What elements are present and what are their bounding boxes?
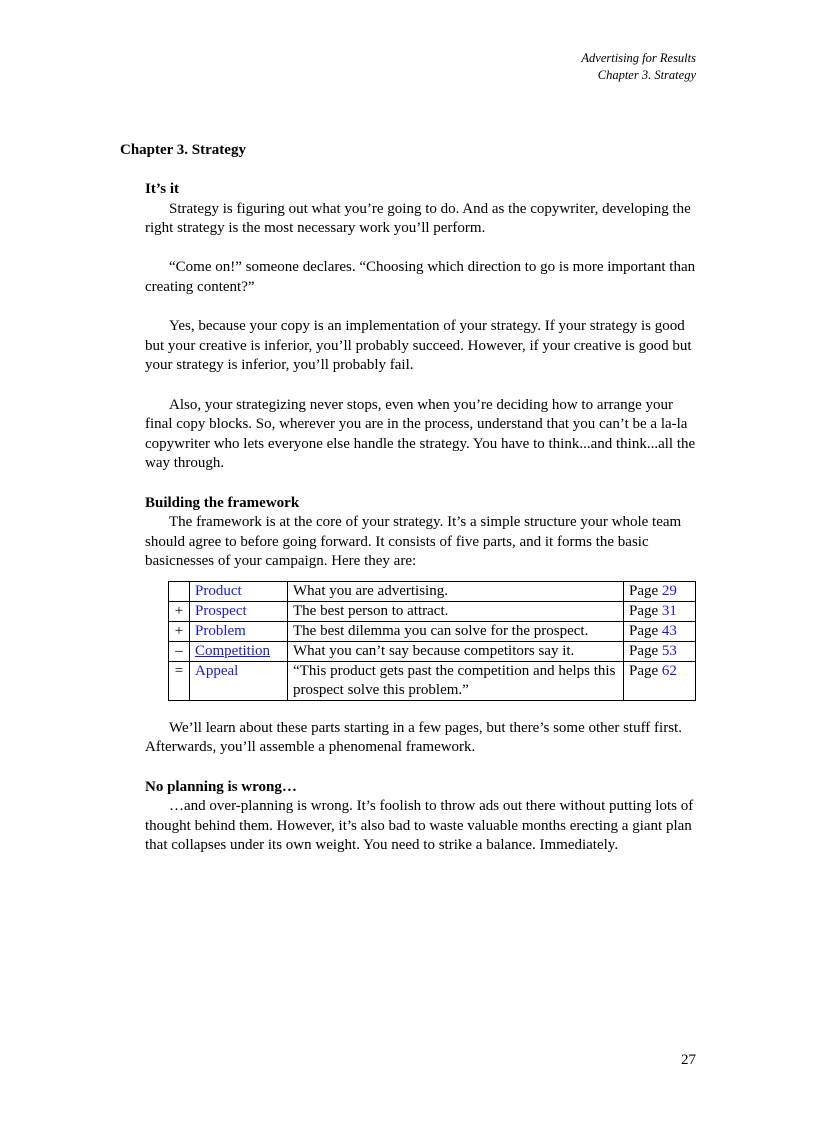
page-link[interactable]: 31 <box>661 602 677 619</box>
page-label: Page <box>629 622 659 639</box>
page-link[interactable]: 62 <box>661 662 677 679</box>
section-heading: It’s it <box>145 181 180 197</box>
page-link[interactable]: 29 <box>661 582 677 599</box>
page-number: 27 <box>681 1052 696 1068</box>
section-building-framework <box>145 494 697 759</box>
page-label: Page <box>629 602 659 619</box>
paragraph: The framework is at the core of your strategy. It’s a simple structure your whole team should agree to before going forward. It consists of five parts, and it forms the basic basicnesses of your campaign. Here they are: <box>145 514 682 570</box>
table-row <box>169 581 696 601</box>
framework-link-problem[interactable]: Problem <box>190 621 288 641</box>
running-header-chapter: Chapter 3. Strategy <box>597 68 696 82</box>
table-row <box>169 661 696 700</box>
operator-cell: + <box>169 601 190 621</box>
description-cell: “This product gets past the competition and helps this prospect solve this problem.” <box>288 661 624 700</box>
page-label: Page <box>629 582 659 599</box>
section-its-it <box>145 180 697 474</box>
framework-link-competition[interactable] <box>190 641 288 661</box>
framework-link-prospect[interactable]: Prospect <box>190 601 288 621</box>
page-body <box>145 180 697 876</box>
framework-link-label[interactable]: Competition <box>195 642 270 659</box>
description-cell: What you are advertising. <box>288 581 624 601</box>
description-cell: The best person to attract. <box>288 601 624 621</box>
description-cell: The best dilemma you can solve for the prospect. <box>288 621 624 641</box>
operator-cell <box>169 581 190 601</box>
table-row <box>169 621 696 641</box>
page-ref-cell <box>624 601 696 621</box>
operator-cell: = <box>169 661 190 700</box>
paragraph: We’ll learn about these parts starting in a few pages, but there’s some other stuff first. Afterwards, you’ll assemble a phenomenal framework. <box>145 719 682 756</box>
paragraph: Yes, because your copy is an implementation of your strategy. If your strategy is good but your creative is inferior, you’ll probably succeed. However, if your creative is good but your strategy is inferior, you’ll probably fail. <box>145 318 692 374</box>
paragraph: Strategy is figuring out what you’re going to do. And as the copywriter, developing the right strategy is the most necessary work you’ll perform. <box>145 200 691 237</box>
paragraph: Also, your strategizing never stops, even when you’re deciding how to arrange your final copy blocks. So, wherever you are in the process, understand that you can’t be a la-la copywriter who lets everyone else handle the strategy. You have to think...and think...all the way through. <box>145 396 696 472</box>
page-ref-cell <box>624 621 696 641</box>
operator-cell: – <box>169 641 190 661</box>
section-no-planning <box>145 778 697 856</box>
page-label: Page <box>629 662 659 679</box>
page-link[interactable]: 43 <box>661 622 677 639</box>
paragraph: …and over-planning is wrong. It’s foolish to throw ads out there without putting lots of thought behind them. However, it’s also bad to waste valuable months erecting a giant plan that collapses under its own weight. You need to strike a balance. Immediately. <box>145 798 694 854</box>
paragraph: “Come on!” someone declares. “Choosing which direction to go is more important than creating content?” <box>145 259 696 295</box>
page-ref-cell <box>624 661 696 700</box>
page-ref-cell <box>624 581 696 601</box>
page-label: Page <box>629 642 659 659</box>
table-row <box>169 641 696 661</box>
section-heading: Building the framework <box>145 494 300 511</box>
table-row <box>169 601 696 621</box>
page-ref-cell <box>624 641 696 661</box>
framework-link-product[interactable]: Product <box>190 581 288 601</box>
description-cell: What you can’t say because competitors say it. <box>288 641 624 661</box>
running-header-book-title: Advertising for Results <box>581 51 696 65</box>
framework-link-appeal[interactable]: Appeal <box>190 661 288 700</box>
page-link[interactable]: 53 <box>661 642 677 659</box>
framework-table <box>168 581 696 701</box>
running-header <box>581 50 696 84</box>
operator-cell: + <box>169 621 190 641</box>
chapter-title: Chapter 3. Strategy <box>120 142 246 158</box>
section-heading: No planning is wrong… <box>145 778 297 795</box>
